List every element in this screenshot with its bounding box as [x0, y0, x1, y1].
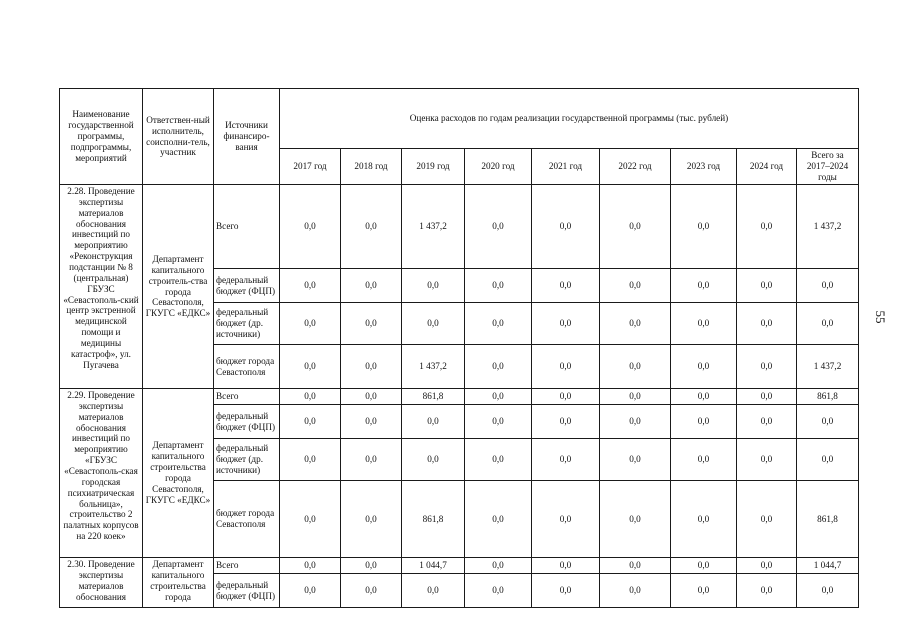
amount-cell: 0,0 [280, 558, 341, 574]
funding-source: федеральный бюджет (ФЦП) [214, 405, 280, 439]
budget-table [59, 88, 859, 608]
amount-cell: 0,0 [671, 345, 737, 389]
amount-cell: 0,0 [532, 481, 600, 558]
responsible-executor: Департамент капитального строитель-ства города Севастополя, ГКУГС «ЕДКС» [143, 185, 214, 389]
amount-cell: 0,0 [737, 439, 797, 481]
amount-cell: 0,0 [600, 439, 671, 481]
amount-cell: 0,0 [280, 185, 341, 269]
funding-source: Всего [214, 185, 280, 269]
amount-cell: 0,0 [465, 303, 532, 345]
header-year: 2021 год [532, 149, 600, 185]
amount-cell: 0,0 [532, 345, 600, 389]
funding-source: Всего [214, 558, 280, 574]
total-cell: 0,0 [797, 405, 859, 439]
amount-cell: 0,0 [671, 481, 737, 558]
amount-cell: 0,0 [600, 481, 671, 558]
amount-cell: 0,0 [737, 405, 797, 439]
amount-cell: 0,0 [532, 389, 600, 405]
funding-source: Всего [214, 389, 280, 405]
amount-cell: 0,0 [737, 345, 797, 389]
table-row [60, 558, 859, 574]
amount-cell: 0,0 [600, 345, 671, 389]
amount-cell: 0,0 [465, 389, 532, 405]
total-cell: 1 437,2 [797, 185, 859, 269]
amount-cell: 1 437,2 [402, 345, 465, 389]
header-estimate: Оценка расходов по годам реализации государственной программы (тыс. рублей) [280, 89, 859, 149]
header-responsible: Ответствен-ный исполнитель, соисполни-тель, участник [143, 89, 214, 185]
measure-name: 2.30. Проведение экспертизы материалов обоснования [60, 558, 143, 608]
header-year: 2018 год [341, 149, 402, 185]
amount-cell: 0,0 [341, 405, 402, 439]
header-year: 2019 год [402, 149, 465, 185]
amount-cell: 0,0 [532, 185, 600, 269]
amount-cell: 0,0 [671, 405, 737, 439]
amount-cell: 0,0 [280, 303, 341, 345]
amount-cell: 0,0 [600, 558, 671, 574]
amount-cell: 861,8 [402, 389, 465, 405]
amount-cell: 0,0 [532, 405, 600, 439]
total-cell: 0,0 [797, 269, 859, 303]
amount-cell: 0,0 [341, 269, 402, 303]
amount-cell: 0,0 [671, 303, 737, 345]
amount-cell: 0,0 [671, 558, 737, 574]
amount-cell: 0,0 [402, 405, 465, 439]
amount-cell: 0,0 [280, 389, 341, 405]
amount-cell: 0,0 [465, 574, 532, 608]
header-row-top [60, 89, 859, 149]
amount-cell: 0,0 [341, 574, 402, 608]
amount-cell: 0,0 [465, 439, 532, 481]
amount-cell: 0,0 [402, 269, 465, 303]
amount-cell: 0,0 [737, 303, 797, 345]
total-cell: 861,8 [797, 389, 859, 405]
amount-cell: 0,0 [737, 389, 797, 405]
amount-cell: 0,0 [737, 558, 797, 574]
amount-cell: 0,0 [600, 574, 671, 608]
header-year: 2022 год [600, 149, 671, 185]
header-year: 2023 год [671, 149, 737, 185]
amount-cell: 0,0 [341, 481, 402, 558]
amount-cell: 0,0 [532, 439, 600, 481]
funding-source: бюджет города Севастополя [214, 481, 280, 558]
table-row [60, 185, 859, 269]
total-cell: 0,0 [797, 439, 859, 481]
amount-cell: 0,0 [465, 345, 532, 389]
amount-cell: 0,0 [280, 345, 341, 389]
amount-cell: 0,0 [465, 481, 532, 558]
amount-cell: 0,0 [532, 303, 600, 345]
funding-source: федеральный бюджет (ФЦП) [214, 269, 280, 303]
measure-name: 2.28. Проведение экспертизы материалов обоснования инвестиций по мероприятию «Реконструкция подстанции № 8 (центральная) ГБУЗС «Севастополь-ский центр экстренной медицинской помощи и медицины катастроф», ул. Пугачева [60, 185, 143, 389]
amount-cell: 0,0 [737, 185, 797, 269]
funding-source: федеральный бюджет (ФЦП) [214, 574, 280, 608]
header-year: 2017 год [280, 149, 341, 185]
responsible-executor: Департамент капитального строительства города Севастополя, ГКУГС «ЕДКС» [143, 389, 214, 558]
responsible-executor: Департамент капитального строительства города [143, 558, 214, 608]
funding-source: федеральный бюджет (др. источники) [214, 303, 280, 345]
header-year-total: Всего за 2017–2024 годы [797, 149, 859, 185]
amount-cell: 0,0 [600, 185, 671, 269]
header-year: 2024 год [737, 149, 797, 185]
amount-cell: 0,0 [341, 558, 402, 574]
amount-cell: 0,0 [341, 389, 402, 405]
amount-cell: 0,0 [341, 345, 402, 389]
amount-cell: 0,0 [737, 481, 797, 558]
amount-cell: 0,0 [465, 185, 532, 269]
measure-name: 2.29. Проведение экспертизы материалов обоснования инвестиций по мероприятию «ГБУЗС «Севастополь-ская городская психиатрическая больница», строительство 2 палатных корпусов на 220 коек» [60, 389, 143, 558]
header-name: Наименование государственной программы, подпрограммы, мероприятий [60, 89, 143, 185]
amount-cell: 1 044,7 [402, 558, 465, 574]
amount-cell: 0,0 [600, 269, 671, 303]
amount-cell: 0,0 [671, 269, 737, 303]
total-cell: 0,0 [797, 303, 859, 345]
amount-cell: 0,0 [600, 303, 671, 345]
page-number: 55 [873, 310, 888, 324]
amount-cell: 0,0 [465, 269, 532, 303]
amount-cell: 0,0 [280, 439, 341, 481]
amount-cell: 0,0 [737, 269, 797, 303]
amount-cell: 0,0 [532, 574, 600, 608]
amount-cell: 0,0 [600, 389, 671, 405]
amount-cell: 0,0 [737, 574, 797, 608]
amount-cell: 0,0 [280, 269, 341, 303]
total-cell: 1 437,2 [797, 345, 859, 389]
amount-cell: 0,0 [280, 405, 341, 439]
amount-cell: 0,0 [465, 405, 532, 439]
total-cell: 861,8 [797, 481, 859, 558]
total-cell: 1 044,7 [797, 558, 859, 574]
table-row [60, 389, 859, 405]
amount-cell: 0,0 [280, 481, 341, 558]
amount-cell: 0,0 [402, 303, 465, 345]
total-cell: 0,0 [797, 574, 859, 608]
funding-source: бюджет города Севастополя [214, 345, 280, 389]
amount-cell: 0,0 [465, 558, 532, 574]
header-year: 2020 год [465, 149, 532, 185]
funding-source: федеральный бюджет (др. источники) [214, 439, 280, 481]
header-source: Источники финансиро-вания [214, 89, 280, 185]
amount-cell: 0,0 [600, 405, 671, 439]
amount-cell: 0,0 [341, 439, 402, 481]
amount-cell: 0,0 [341, 303, 402, 345]
amount-cell: 0,0 [280, 574, 341, 608]
amount-cell: 0,0 [671, 389, 737, 405]
amount-cell: 0,0 [671, 574, 737, 608]
amount-cell: 0,0 [341, 185, 402, 269]
amount-cell: 1 437,2 [402, 185, 465, 269]
amount-cell: 0,0 [532, 269, 600, 303]
amount-cell: 0,0 [671, 185, 737, 269]
amount-cell: 0,0 [532, 558, 600, 574]
amount-cell: 0,0 [671, 439, 737, 481]
amount-cell: 0,0 [402, 574, 465, 608]
amount-cell: 861,8 [402, 481, 465, 558]
amount-cell: 0,0 [402, 439, 465, 481]
